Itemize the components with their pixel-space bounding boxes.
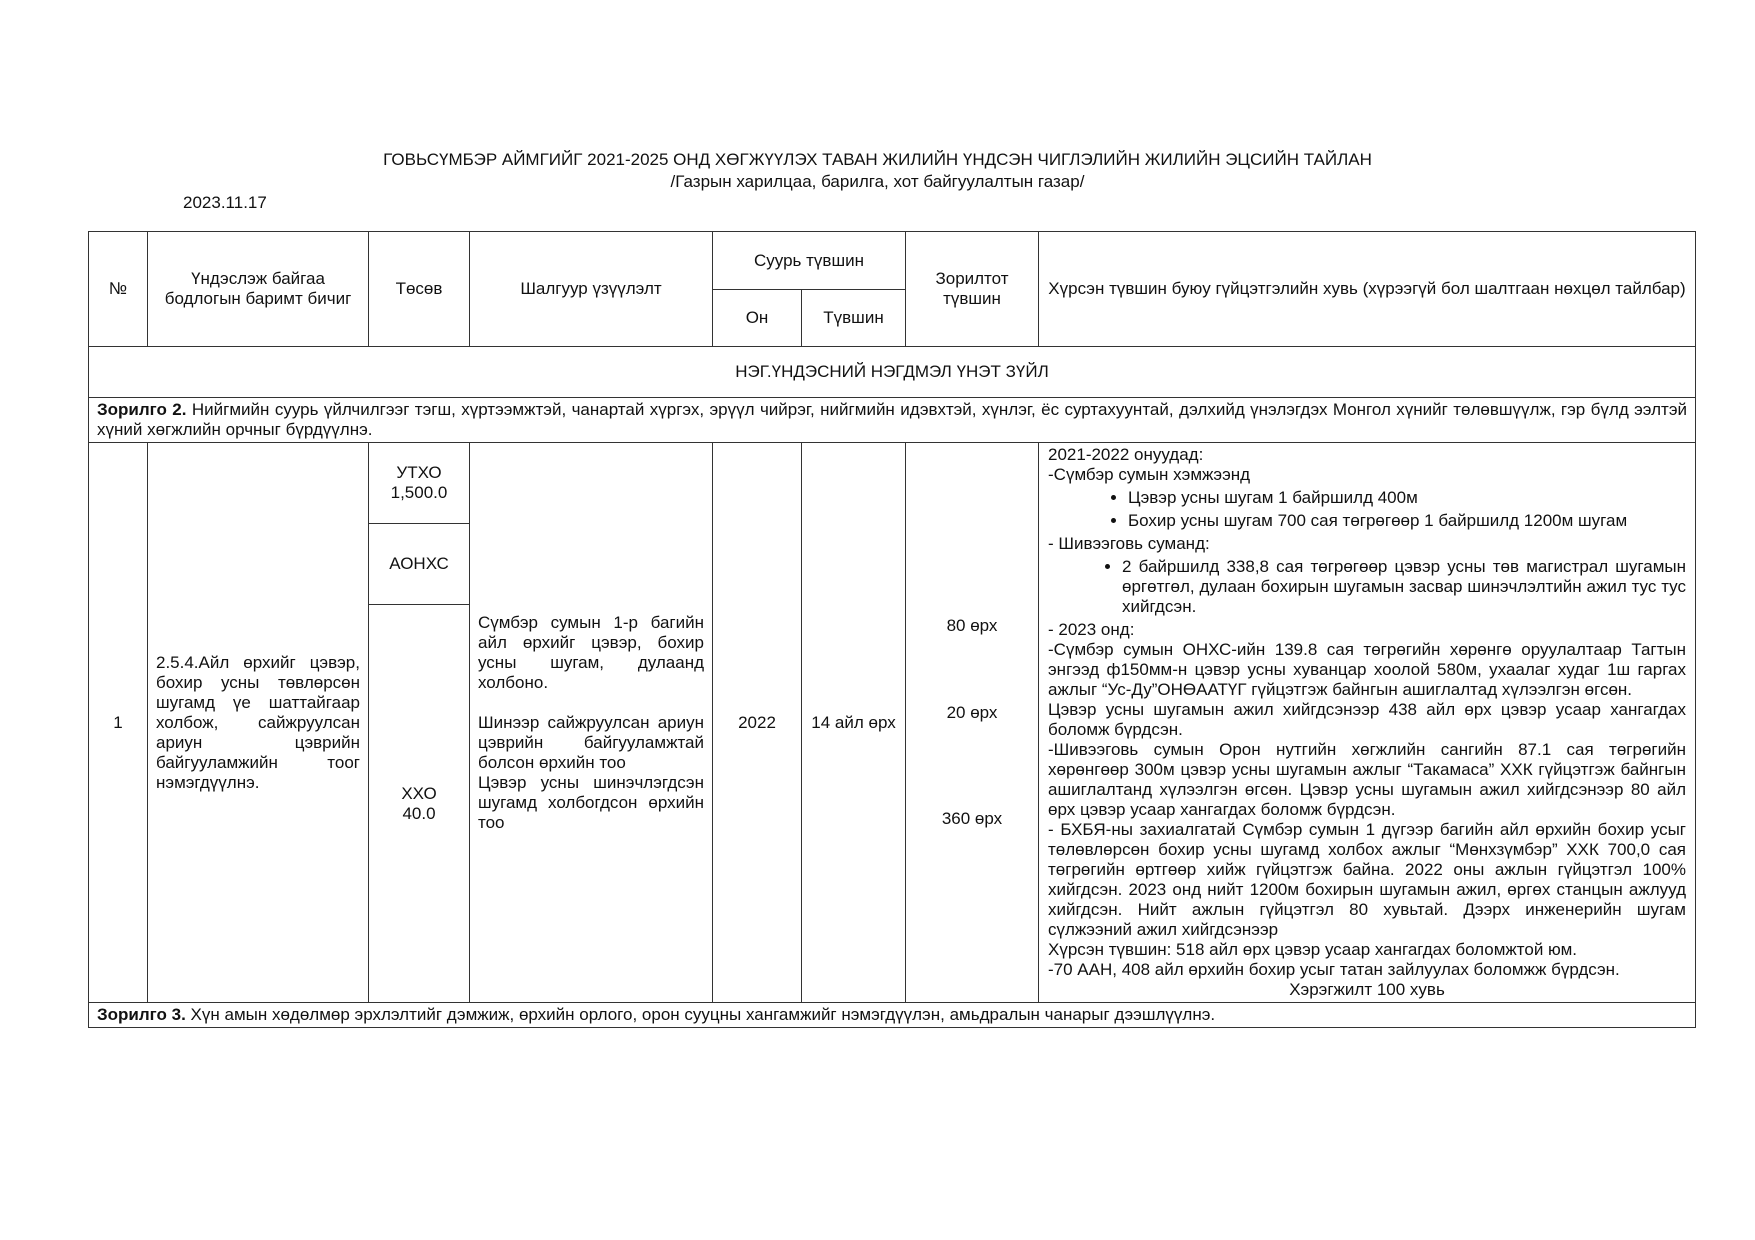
budget-2-name: АОНХС <box>389 554 449 573</box>
col-header-achieved: Хүрсэн түвшин буюу гүйцэтгэлийн хувь (хүрээгүй бол шалтгаан нөхцөл тайлбар) <box>1039 232 1696 347</box>
result-p6: Цэвэр усны шугамын ажил хийгдсэнээр 438 айл өрх цэвэр усаар хангагдах боломж бүрдсэн. <box>1048 700 1686 739</box>
result-p1: 2021-2022 онуудад: <box>1048 445 1204 464</box>
col-header-baseline-level: Түвшин <box>802 290 906 347</box>
report-subtitle: /Газрын харилцаа, барилга, хот байгуулалтын газар/ <box>670 172 1085 191</box>
target-spacer-2 <box>914 723 1030 809</box>
report-table <box>88 231 1696 1028</box>
goal-3-cell <box>89 1003 1696 1028</box>
target-3: 360 өрх <box>941 809 1003 828</box>
result-p3: - Шивээговь суманд: <box>1048 534 1210 553</box>
result-p9: Хүрсэн түвшин: 518 айл өрх цэвэр усаар хангагдах боломжтой юм. <box>1048 940 1578 959</box>
goal-3-label: Зорилго 3. <box>97 1005 186 1024</box>
result-p10: -70 ААН, 408 айл өрхийн бохир усыг татан зайлуулах боломжж бүрдсэн. <box>1048 960 1620 979</box>
col-header-baseline-year: Он <box>713 290 802 347</box>
goal-2-row <box>89 398 1696 443</box>
goal-2-label: Зорилго 2. <box>97 400 187 419</box>
result-p5: -Сүмбэр сумын ОНХС-ийн 139.8 сая төгрөгийн хөрөнгө оруулалтаар Тагтын энгээд ф150мм-н цэвэр усны хуванцар хоолой 580м, ухаалаг худаг 1ш гаргах ажлыг “Ус-Ду”ОНӨААТҮГ гүйцэтгэж байнгын ашиглалтад хүлээлгэн өгсөн. <box>1048 640 1686 699</box>
report-title-block <box>0 149 1755 193</box>
indicator-2: Шинээр сайжруулсан ариун цэврийн байгууламжтай болсон өрхийн тоо <box>478 712 704 772</box>
section-title: НЭГ.ҮНДЭСНИЙ НЭГДМЭЛ ҮНЭТ ЗҮЙЛ <box>89 347 1696 398</box>
col-header-policy-doc: Үндэслэж байгаа бодлогын баримт бичиг <box>148 232 369 347</box>
result-bullet-2: • Бохир усны шугам 700 сая төгрөгөөр 1 байршилд 1200м шугам <box>1128 511 1686 531</box>
budget-3-name: ХХО <box>401 783 437 803</box>
indicator-1: Сүмбэр сумын 1-р багийн айл өрхийг цэвэр, бохир усны шугам, дулаанд холбоно. <box>478 612 704 692</box>
result-p2: -Сүмбэр сумын хэмжээнд <box>1048 465 1251 484</box>
result-cell <box>1039 443 1696 1003</box>
budget-3-amount: 40.0 <box>402 803 436 823</box>
result-list-1 <box>1048 488 1686 531</box>
budget-1-name: УТХО <box>396 463 442 482</box>
header-row-1 <box>89 232 1696 290</box>
indicator-3: Цэвэр усны шинэчлэгдсэн шугамд холбогдсон өрхийн тоо <box>478 772 704 832</box>
col-header-baseline: Суурь түвшин <box>713 232 906 290</box>
goal-3-text: Хүн амын хөдөлмөр эрхлэлтийг дэмжиж, өрхийн орлого, орон сууцны хангамжийг нэмэгдүүлэн, амьдралын чанарыг дээшлүүлнэ. <box>185 1005 1216 1024</box>
result-bullet-3: • 2 байршилд 338,8 сая төгрөгөөр цэвэр усны төв магистрал шугамын өргөтгөл, дулаан бохирын шугамын засвар шинэчлэлтийн ажил тус тус хийгдсэн. <box>1122 557 1686 617</box>
result-bullet-1: • Цэвэр усны шугам 1 байршилд 400м <box>1128 488 1686 508</box>
target-1: 80 өрх <box>946 616 998 635</box>
result-p8: - БХБЯ-ны захиалгатай Сүмбэр сумын 1 дүгээр багийн айл өрхийн бохир усыг төлөвлөрсөн бохир усны шугамд холбох ажлыг “Мөнхзүмбэр” ХХК 700,0 сая төгрөгийн өртгөөр хийж гүйцэтгэж байна. 2022 оны ажлын гүйцэтгэл 100% хийгдсэн. 2023 онд нийт 1200м бохирын шугамын ажил, өргөх станцын ажлууд хийгдсэн. Нийт ажлын гүйцэтгэл 80 хувьтай. Дээрх инженерийн шугам сүлжээний ажил хийгдсэнээр <box>1048 820 1686 939</box>
table-row <box>89 443 1696 524</box>
col-header-budget: Төсөв <box>369 232 470 347</box>
target-cell <box>906 443 1039 1003</box>
goal-2-text: Нийгмийн суурь үйлчилгээг тэгш, хүртээмжтэй, чанартай хүргэх, эрүүл чийрэг, нийгмийн идэвхтэй, хүнлэг, ёс суртахуунтай, дэлхийд үнэлэгдэх Монгол хүнийг төлөвшүүлж, гэр бүлд ээлтэй хүний хөгжлийн орчныг бүрдүүлнэ. <box>97 400 1687 439</box>
budget-cell-2 <box>369 524 470 605</box>
indicator-cell <box>470 443 713 1003</box>
result-p11: Хэрэгжилт 100 хувь <box>1289 980 1445 999</box>
indicator-spacer <box>478 693 704 713</box>
report-title: ГОВЬСҮМБЭР АЙМГИЙГ 2021-2025 ОНД ХӨГЖҮҮЛЭХ ТАВАН ЖИЛИЙН ҮНДСЭН ЧИГЛЭЛИЙН ЖИЛИЙН ЭЦСИЙН ТАЙЛАН <box>383 150 1372 169</box>
col-header-no: № <box>89 232 148 347</box>
report-date: 2023.11.17 <box>183 193 267 212</box>
section-row <box>89 347 1696 398</box>
baseline-level-cell: 14 айл өрх <box>802 443 906 1003</box>
result-p4: - 2023 онд: <box>1048 620 1135 639</box>
target-2: 20 өрх <box>946 703 998 722</box>
col-header-indicator: Шалгуур үзүүлэлт <box>470 232 713 347</box>
budget-cell-3 <box>369 605 470 1003</box>
budget-cell-1 <box>369 443 470 524</box>
result-p7: -Шивээговь сумын Орон нутгийн хөгжлийн сангийн 87.1 сая төгрөгийн хөрөнгөөр 300м цэвэр усны шугамын ажлыг “Такамаса” ХХК гүйцэтгэж байнгын ашиглалтанд хүлээлгэн өгсөн. Цэвэр усны шугамын ажил хийгдсэнээр 80 айл өрх цэвэр усаар хангагдах боломж бүрдсэн. <box>1048 740 1686 819</box>
result-list-2 <box>1048 557 1686 617</box>
row-number: 1 <box>89 443 148 1003</box>
col-header-target: Зорилтот түвшин <box>906 232 1039 347</box>
baseline-year-cell: 2022 <box>713 443 802 1003</box>
goal-2-cell <box>89 398 1696 443</box>
goal-3-row <box>89 1003 1696 1028</box>
policy-doc-cell: 2.5.4.Айл өрхийг цэвэр, бохир усны төвлөрсөн шугамд үе шаттайгаар холбож, сайжруулсан ариун цэврийн байгууламжийн тоог нэмэгдүүлнэ. <box>148 443 369 1003</box>
target-spacer-1 <box>914 636 1030 703</box>
budget-1-amount: 1,500.0 <box>390 483 448 502</box>
